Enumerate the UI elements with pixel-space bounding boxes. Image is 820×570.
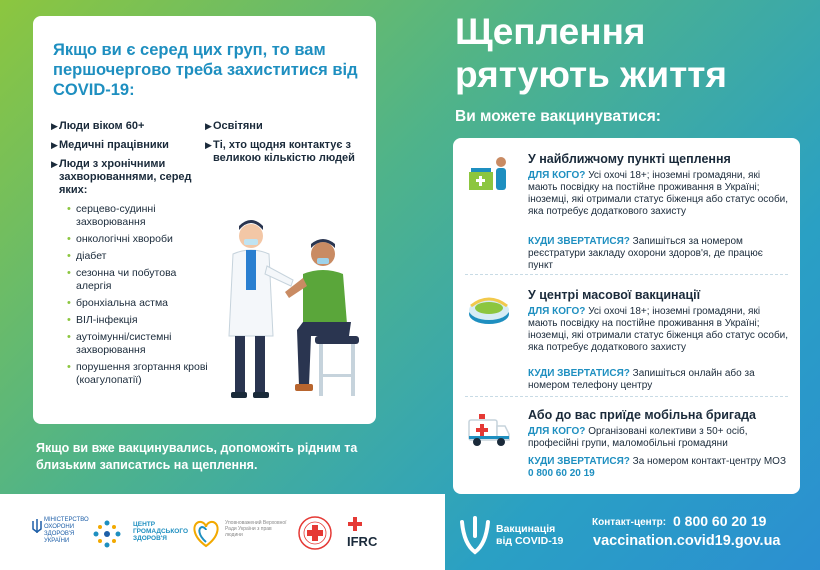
section-where: КУДИ ЗВЕРТАТИСЯ? Запишіться онлайн або за номером телефону центру (528, 368, 755, 391)
list-item: • ВІЛ-інфекція (67, 314, 211, 327)
list-item: • порушення згортання крові (коагулопатії) (67, 361, 211, 387)
arrow-icon: ▶ (51, 140, 58, 150)
groups-heading: Якщо ви є серед цих груп, то вам першочергово треба захиститися від COVID-19: (53, 41, 358, 99)
cgz-logo-text: ЦЕНТР ГРОМАДСЬКОГО ЗДОРОВ'Я (133, 521, 189, 542)
section-title: Або до вас приїде мобільна бригада (528, 408, 756, 422)
list-item: • діабет (67, 250, 211, 263)
group-item: ▶ Люди з хронічними захворюваннями, серед яких: (51, 158, 192, 196)
arrow-icon: ▶ (51, 159, 58, 169)
page-subtitle: Ви можете вакцинуватися: (455, 108, 661, 125)
divider (465, 274, 788, 275)
section-who: ДЛЯ КОГО? Усі охочі 18+; іноземні громадяни, які мають посвідку на постійне проживання в Україні; іноземці, які отримали статус біженця або статус особи, яка потребує додаткового захисту (528, 170, 789, 217)
ambulance-icon (467, 408, 511, 448)
trident-icon (32, 519, 42, 533)
divider (465, 396, 788, 397)
cross-crescent-icon (348, 516, 384, 532)
vaccination-logo-text: Вакцинація від COVID-19 (496, 523, 564, 547)
contact-center-label: Контакт-центр: (592, 517, 667, 528)
already-vaccinated-text: Якщо ви вже вакцинувались, допоможіть рідним та близьким записатись на щеплення. (36, 441, 358, 472)
section-who: ДЛЯ КОГО? Організовані колективи з 50+ осіб, професійні групи, маломобільні громадяни (528, 426, 748, 449)
contact-center-phone[interactable]: 0 800 60 20 19 (673, 513, 767, 529)
chronic-diseases-list (67, 203, 211, 387)
arrow-icon: ▶ (205, 140, 212, 150)
group-item: ▶ Ті, хто щодня контактує з великою кількістю людей (205, 139, 355, 164)
section-where: КУДИ ЗВЕРТАТИСЯ? За номером контакт-центру МОЗ 0 800 60 20 19 (528, 456, 786, 479)
cgz-logo-icon (92, 519, 122, 549)
list-item: • серцево-судинні захворювання (67, 203, 211, 229)
arrow-icon: ▶ (51, 121, 58, 131)
list-item: • аутоімунні/системні захворювання (67, 331, 211, 357)
vaccination-options-card (453, 138, 800, 494)
stadium-icon (467, 288, 511, 328)
groups-column-b (205, 120, 365, 171)
group-item: ▶ Люди віком 60+ (51, 120, 145, 132)
doctor-patient-illustration (211, 206, 371, 406)
partner-logos-strip (0, 494, 445, 570)
group-item: ▶ Освітяни (205, 120, 263, 132)
group-item: ▶ Медичні працівники (51, 139, 169, 151)
red-cross-society-icon (298, 516, 332, 550)
vaccination-logo-icon (458, 514, 492, 556)
section-title: У найближчому пункті щеплення (528, 152, 731, 166)
list-item: • сезонна чи побутова алергія (67, 267, 211, 293)
section-where: КУДИ ЗВЕРТАТИСЯ? Запишіться за номером реєстратури закладу охорони здоров'я, де працює пункт (528, 236, 763, 271)
website-link[interactable]: vaccination.covid19.gov.ua (593, 533, 781, 549)
section-title: У центрі масової вакцинації (528, 288, 701, 302)
groups-column-a (51, 120, 211, 391)
ifrc-logo-text: IFRC (347, 534, 378, 549)
list-item: • бронхіальна астма (67, 297, 211, 310)
arrow-icon: ▶ (205, 121, 212, 131)
footer (0, 494, 820, 570)
moz-phone: 0 800 60 20 19 (528, 468, 595, 479)
list-item: • онкологічні хвороби (67, 233, 211, 246)
page-title: Щеплення рятують життя (455, 11, 727, 95)
section-who: ДЛЯ КОГО? Усі охочі 18+; іноземні громадяни, які мають посвідку на постійне проживання в Україні; іноземці, які отримали статус біженця або статус особи, яка потребує додаткового захисту (528, 306, 789, 353)
ombudsman-logo-text: Уповноважений Верховної Ради України з прав людини (225, 520, 287, 538)
moz-logo-text: МІНІСТЕРСТВО ОХОРОНИ ЗДОРОВ'Я УКРАЇНИ (44, 517, 89, 544)
heart-hands-icon (190, 518, 222, 548)
target-groups-card (33, 16, 376, 424)
clinic-icon (467, 152, 511, 192)
